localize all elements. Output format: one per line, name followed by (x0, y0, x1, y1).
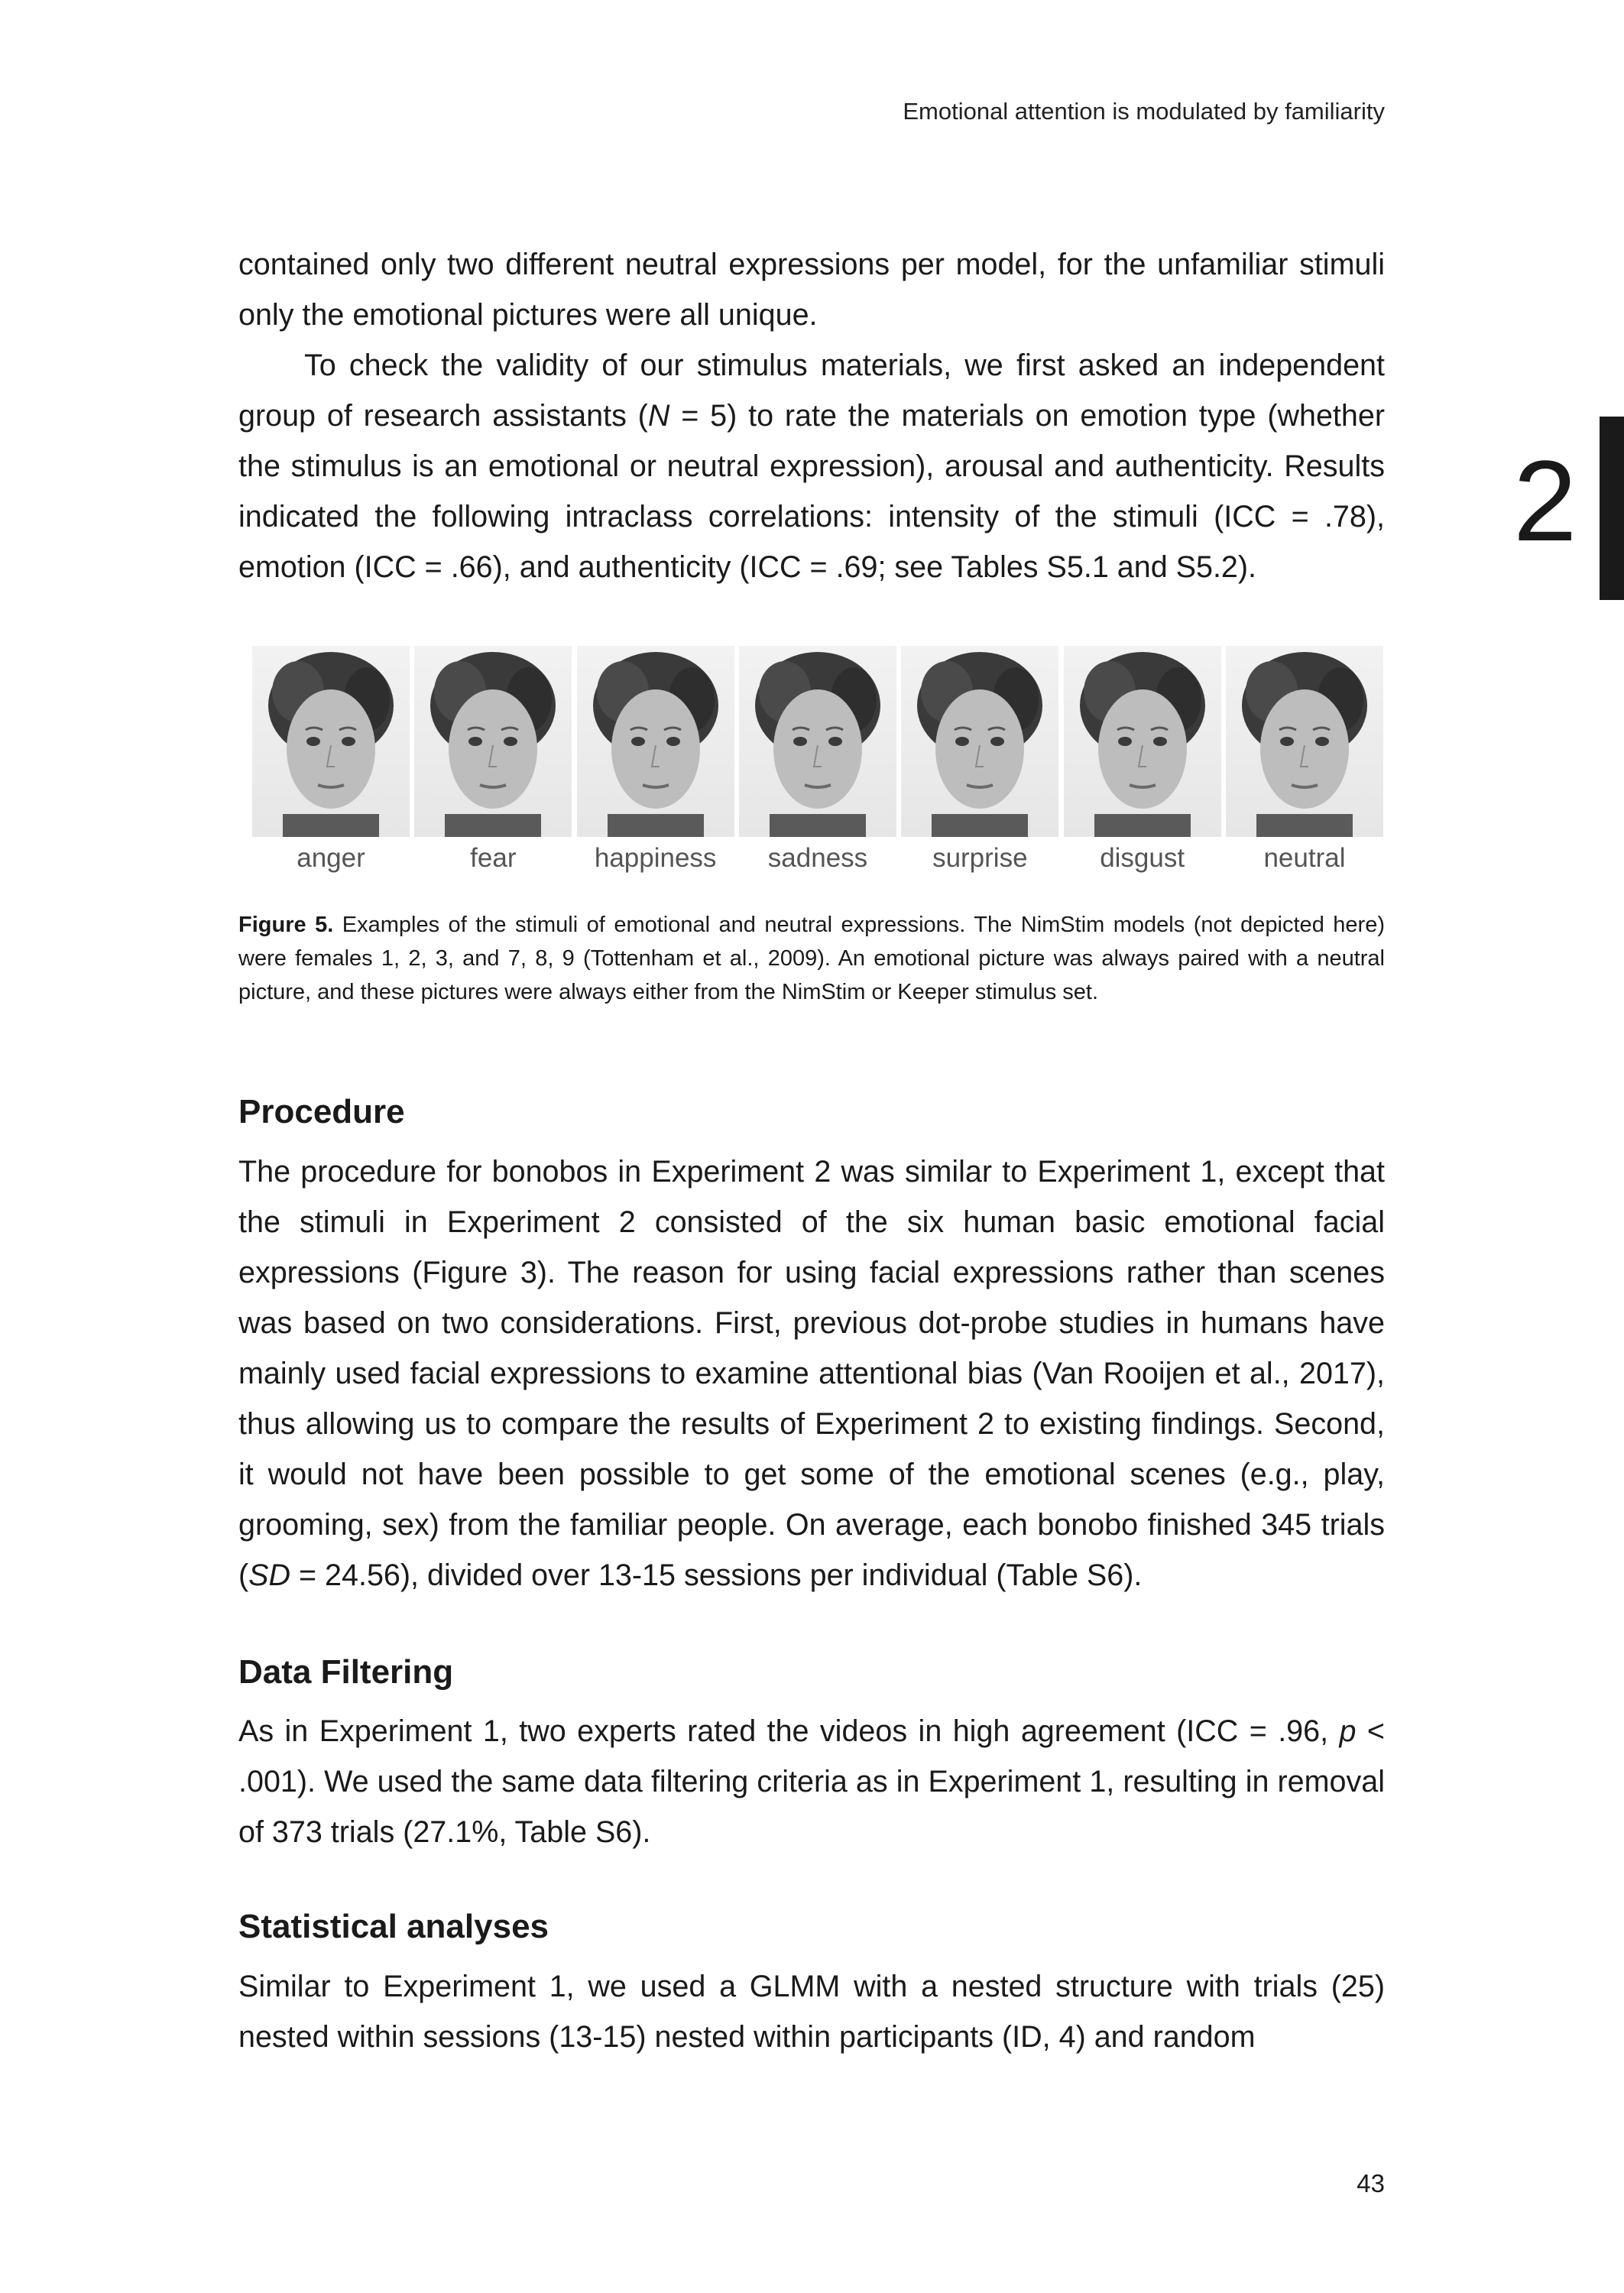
procedure-text: The procedure for bonobos in Experiment 2 was similar to Experiment 1, except that the stimuli in Experiment 2 consisted of the six human basic emotional facial expressions (Figure 3). The reason for using facial expressions rather than scenes was based on two considerations. First, previous dot-probe studies in humans have mainly used facial expressions to examine attentional bias (Van Rooijen et al., 2017), thus allowing us to compare the results of Experiment 2 to existing findings. Second, it would not have been possible to get some of the emotional scenes (e.g., play, grooming, sex) from the familiar people. On average, each bonobo finished 345 trials (SD = 24.56), divided over 13-15 sessions per individual (Table S6). (238, 1155, 1385, 1592)
face-label-surprise: surprise (932, 843, 1028, 873)
face-image-fear (414, 646, 572, 837)
face-image-anger (252, 646, 410, 837)
face-label-anger: anger (297, 843, 365, 873)
face-label-sadness: sadness (767, 843, 868, 873)
page-number: 43 (1357, 2169, 1385, 2197)
chapter-tab (1600, 417, 1624, 600)
chapter-number: 2 (1513, 436, 1577, 565)
running-head: Emotional attention is modulated by familiarity (903, 98, 1385, 125)
face-image-surprise (901, 646, 1058, 837)
face-image-neutral (1226, 646, 1383, 837)
procedure-heading: Procedure (238, 1093, 405, 1130)
face-labels (252, 843, 1383, 874)
face-label-neutral: neutral (1263, 843, 1346, 873)
face-label-disgust: disgust (1100, 843, 1185, 873)
figure-5 (252, 646, 1383, 883)
figure-caption: Figure 5. Examples of the stimuli of emotional and neutral expressions. The NimStim models (not depicted here) were females 1, 2, 3, and 7, 8, 9 (Tottenham et al., 2009). An emotional picture was always paired with a neutral picture, and these pictures were always either from the NimStim or Keeper stimulus set. (238, 913, 1385, 1004)
face-image-sadness (739, 646, 896, 837)
data-filtering-text: As in Experiment 1, two experts rated the videos in high agreement (ICC = .96, p < .001). We used the same data filtering criteria as in Experiment 1, resulting in removal of 373 trials (27.1%, Table S6). (238, 1714, 1385, 1849)
face-label-fear: fear (470, 843, 517, 873)
data-filtering-heading: Data Filtering (238, 1653, 454, 1691)
intro-text-block (238, 239, 1385, 592)
paragraph-2: To check the validity of our stimulus materials, we first asked an independent group of research assistants (N = 5) to rate the materials on emotion type (whether the stimulus is an emotional or neutral expression), arousal and authenticity. Results indicated the following intraclass correlations: intensity of the stimuli (ICC = .78), emotion (ICC = .66), and authenticity (ICC = .69; see Tables S5.1 and S5.2). (238, 349, 1385, 584)
face-image-disgust (1064, 646, 1221, 837)
paragraph-1: contained only two different neutral expressions per model, for the unfamiliar stimuli only the emotional pictures were all unique. (238, 248, 1385, 332)
statistical-analyses-text: Similar to Experiment 1, we used a GLMM with a nested structure with trials (25) nested within sessions (13-15) nested within participants (ID, 4) and random (238, 1970, 1385, 2054)
face-strip (252, 646, 1383, 837)
statistical-analyses-heading: Statistical analyses (238, 1908, 549, 1945)
face-image-happiness (577, 646, 734, 837)
face-label-happiness: happiness (594, 843, 717, 873)
